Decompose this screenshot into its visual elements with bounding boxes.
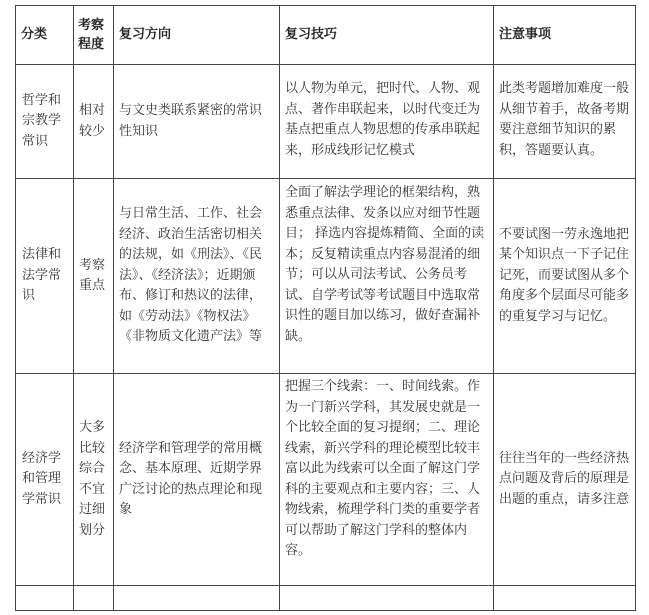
cell-tips: 把握三个线索：一、时间线索。作为一门新兴学科，其发展史就是一个比较全面的复习提纲；二、理论线索，新兴学科的理论模型比较丰富以此为线索可以全面了解这门学科的主要观点和主要内容；三、人物线索，梳理学科门类的重要学者可以帮助了解这门学科的整体内容。 bbox=[280, 374, 494, 586]
cell-direction: 与日常生活、工作、社会经济、政治生活密切相关的法规，如《刑法》、《民法》、《经济法》；近期颁布、修订和热议的法律，如《劳动法》《物权法》《非物质文化遗产法》等 bbox=[114, 179, 280, 374]
cell-level: 相对较少 bbox=[74, 65, 114, 179]
cell-empty bbox=[16, 586, 74, 611]
table-row bbox=[16, 179, 636, 374]
table-row bbox=[16, 65, 636, 179]
cell-category: 法律和法学常识 bbox=[16, 179, 74, 374]
header-direction: 复习方向 bbox=[114, 6, 280, 65]
cell-notes: 不要试图一劳永逸地把某个知识点一下子记住记死，而要试图从多个角度多个层面尽可能多的重复学习与记忆。 bbox=[494, 179, 636, 374]
header-tips: 复习技巧 bbox=[280, 6, 494, 65]
cell-direction: 经济学和管理学的常用概念、基本原理、近期学界广泛讨论的热点理论和现象 bbox=[114, 374, 280, 586]
review-table-container bbox=[15, 5, 635, 611]
cell-level: 大多比较综合不宜过细划分 bbox=[74, 374, 114, 586]
cell-empty bbox=[114, 586, 280, 611]
review-table bbox=[15, 5, 636, 611]
cell-empty bbox=[280, 586, 494, 611]
cell-level: 考察重点 bbox=[74, 179, 114, 374]
cell-category: 经济学和管理学常识 bbox=[16, 374, 74, 586]
header-level: 考察程度 bbox=[74, 6, 114, 65]
cell-notes: 此类考题增加难度一般从细节着手，故备考期要注意细节知识的累积，答题要认真。 bbox=[494, 65, 636, 179]
header-category: 分类 bbox=[16, 6, 74, 65]
table-row-partial bbox=[16, 586, 636, 611]
header-notes: 注意事项 bbox=[494, 6, 636, 65]
cell-empty bbox=[74, 586, 114, 611]
table-row bbox=[16, 374, 636, 586]
cell-tips: 全面了解法学理论的框架结构，熟悉重点法律、发条以应对细节性题目； 择选内容提炼精简、全面的读本；反复精读重点内容易混淆的细节；可以从司法考试、公务员考试、自学考试等考试题目中选取常识性的题目加以练习，做好查漏补缺。 bbox=[280, 179, 494, 374]
cell-direction: 与文史类联系紧密的常识性知识 bbox=[114, 65, 280, 179]
table-header-row bbox=[16, 6, 636, 65]
cell-tips: 以人物为单元，把时代、人物、观点、著作串联起来，以时代变迁为基点把重点人物思想的传承串联起来，形成线形记忆模式 bbox=[280, 65, 494, 179]
cell-empty bbox=[494, 586, 636, 611]
cell-category: 哲学和宗教学常识 bbox=[16, 65, 74, 179]
cell-notes: 往往当年的一些经济热点问题及背后的原理是出题的重点，请多注意 bbox=[494, 374, 636, 586]
